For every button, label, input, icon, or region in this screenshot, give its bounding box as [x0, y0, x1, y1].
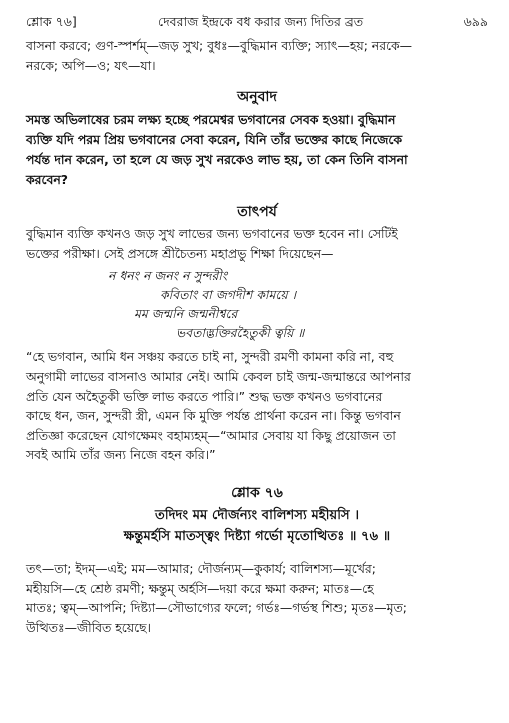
tatparya-line: “হে ভগবান, আমি ধন সঞ্চয় করতে চাই না, সুন্দরী রমণী কামনা করি না, বহু: [26, 349, 394, 365]
synonyms-top-line: বাসনা করবে; গুণ-স্পর্শম্—জড় সুখ; বুধঃ—বুদ্ধিমান ব্যক্তি; স্যাৎ—হয়; নরকে—: [26, 38, 413, 53]
sloka-text: [26, 505, 488, 547]
quoted-verse: [26, 266, 488, 342]
header-chapter-title: দেবরাজ ইন্দ্রকে বধ করার জন্য দিতির ব্রত: [158, 14, 364, 29]
verse-line: ন ধনং ন জনং ন সুন্দরীং: [108, 268, 228, 284]
synonyms-bottom: [26, 559, 488, 637]
synonyms-bottom-line: তৎ—তা; ইদম্—এই; মম—আমার; দৌর্জন্যম্—কুকার্য; বালিশস্য—মূর্খের;: [26, 560, 376, 576]
synonyms-top-line: নরকে; অপি—ও; যৎ—যা।: [26, 57, 156, 73]
anubad-line: ব্যক্তি যদি পরম প্রিয় ভগবানের সেবা করেন, যিনি তাঁর ভক্তের কাছে নিজেকে: [26, 132, 403, 148]
tatparya-line: সবই আমি তাঁর জন্য নিজে বহন করি।”: [26, 447, 216, 463]
sloka-title: শ্লোক ৭৬: [231, 484, 283, 501]
tatparya-line: অনুগামী লাভের বাসনাও আমার নেই। আমি কেবল চাই জন্ম-জন্মান্তরে আপনার: [26, 368, 411, 384]
header-verse-ref: শ্লোক ৭৬]: [26, 14, 77, 29]
anubad-text: [26, 110, 488, 190]
book-page: [26, 12, 488, 637]
verse-line: মম জন্মনি জন্মনীশ্বরে: [134, 306, 238, 322]
tatparya-line: বুদ্ধিমান ব্যক্তি কখনও জড় সুখ লাভের জন্য ভগবানের ভক্ত হবেন না। সেটিই: [26, 226, 398, 242]
tatparya-line: প্রতি যেন অহৈতুকী ভক্তি লাভ করতে পারি।” শুদ্ধ ভক্ত কখনও ভগবানের: [26, 388, 383, 404]
synonyms-bottom-line: মাতঃ; ত্বম্—আপনি; দিষ্ট্যা—সৌভাগ্যের ফলে; গর্ভঃ—গর্ভস্থ শিশু; মৃতঃ—মৃত;: [26, 600, 407, 616]
anubad-line: করবেন?: [26, 172, 68, 188]
page-header: [26, 12, 488, 34]
anubad-line: সমস্ত অভিলাষের চরম লক্ষ্য হচ্ছে পরমেশ্বর ভগবানের সেবক হওয়া। বুদ্ধিমান: [26, 112, 396, 128]
anubad-line: পর্যন্ত দান করেন, তা হলে যে জড় সুখ নরকেও লাভ হয়, তা কেন তিনি বাসনা: [26, 152, 408, 168]
verse-line: কবিতাং বা জগদীশ কাময়ে ।: [160, 287, 297, 303]
verse-line: ভবতাদ্ভক্তিরহৈতুকী ত্বয়ি ॥: [176, 325, 305, 341]
anubad-heading: অনুবাদ: [237, 89, 277, 106]
sloka-line: তদিদং মম দৌর্জন্যং বালিশস্য মহীয়সি ।: [154, 507, 360, 523]
tatparya-line: ভক্তের পরীক্ষা। সেই প্রসঙ্গে শ্রীচৈতন্য মহাপ্রভু শিক্ষা দিয়েছেন—: [26, 245, 334, 261]
synonyms-bottom-line: উত্থিতঃ—জীবিত হয়েছে।: [26, 619, 151, 635]
tatparya-line: কাছে ধন, জন, সুন্দরী স্ত্রী, এমন কি মুক্তি পর্যন্ত প্রার্থনা করেন না। কিন্তু ভগবান: [26, 408, 401, 424]
tatparya-line: প্রতিজ্ঞা করেছেন যোগক্ষেমং বহাম্যহম্—“আমার সেবায় যা কিছু প্রয়োজন তা: [26, 427, 396, 443]
synonyms-top: [26, 36, 488, 75]
header-page-number: ৬৯৯: [463, 14, 488, 29]
sloka-line: ক্ষন্তুমর্হসি মাতস্ত্বং দিষ্ট্যা গর্ভো মৃতোত্থিতঃ ॥ ৭৬ ॥: [123, 528, 391, 544]
synonyms-bottom-line: মহীয়সি—হে শ্রেষ্ঠ রমণী; ক্ষন্তুম্ অর্হসি—দয়া করে ক্ষমা করুন; মাতঃ—হে: [26, 580, 374, 596]
tatparya-intro: [26, 224, 488, 263]
tatparya-body: [26, 347, 488, 465]
tatparya-heading: তাৎপর্য: [237, 204, 277, 221]
